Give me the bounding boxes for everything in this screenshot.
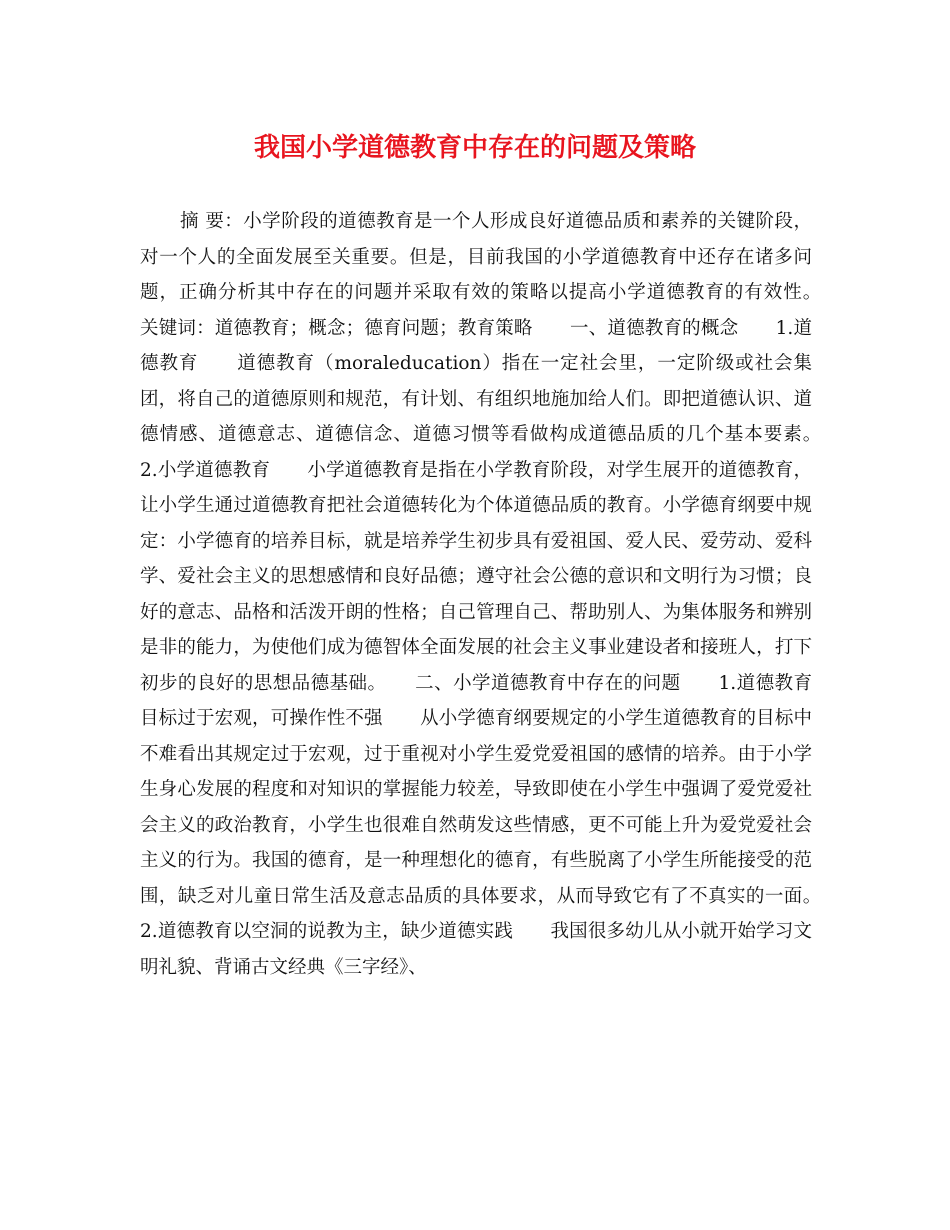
document-body: 摘 要：小学阶段的道德教育是一个人形成良好道德品质和素养的关键阶段，对一个人的全面发展至关重要。但是，目前我国的小学道德教育中还存在诸多问题，正确分析其中存在的问题并采取有效的策略以提高小学道德教育的有效性。 关键词：道德教育；概念；德育问题；教育策略 一、道德教育的概念 1.道德教育 道德教育（moraleducation）指在一定社会里，一定阶级或社会集团，将自己的道德原则和规范，有计划、有组织地施加给人们。即把道德认识、道德情感、道德意志、道德信念、道德习惯等看做构成道德品质的几个基本要素。 2.小学道德教育 小学道德教育是指在小学教育阶段，对学生展开的道德教育，让小学生通过道德教育把社会道德转化为个体道德品质的教育。小学德育纲要中规定：小学德育的培养目标，就是培养学生初步具有爱祖国、爱人民、爱劳动、爱科学、爱社会主义的思想感情和良好品德；遵守社会公德的意识和文明行为习惯；良好的意志、品格和活泼开朗的性格；自己管理自己、帮助别人、为集体服务和辨别是非的能力，为使他们成为德智体全面发展的社会主义事业建设者和接班人，打下初步的良好的思想品德基础。 二、小学道德教育中存在的问题 1.道德教育目标过于宏观，可操作性不强 从小学德育纲要规定的小学生道德教育的目标中不难看出其规定过于宏观，过于重视对小学生爱党爱祖国的感情的培养。由于小学生身心发展的程度和对知识的掌握能力较差，导致即使在小学生中强调了爱党爱社会主义的政治教育，小学生也很难自然萌发这些情感，更不可能上升为爱党爱社会主义的行为。我国的德育，是一种理想化的德育，有些脱离了小学生所能接受的范围，缺乏对儿童日常生活及意志品质的具体要求，从而导致它有了不真实的一面。 2.道德教育以空洞的说教为主，缺少道德实践 我国很多幼儿从小就开始学习文明礼貌、背诵古文经典《三字经》、	[140, 211, 850, 978]
document-title: 我国小学道德教育中存在的问题及策略	[253, 133, 696, 163]
